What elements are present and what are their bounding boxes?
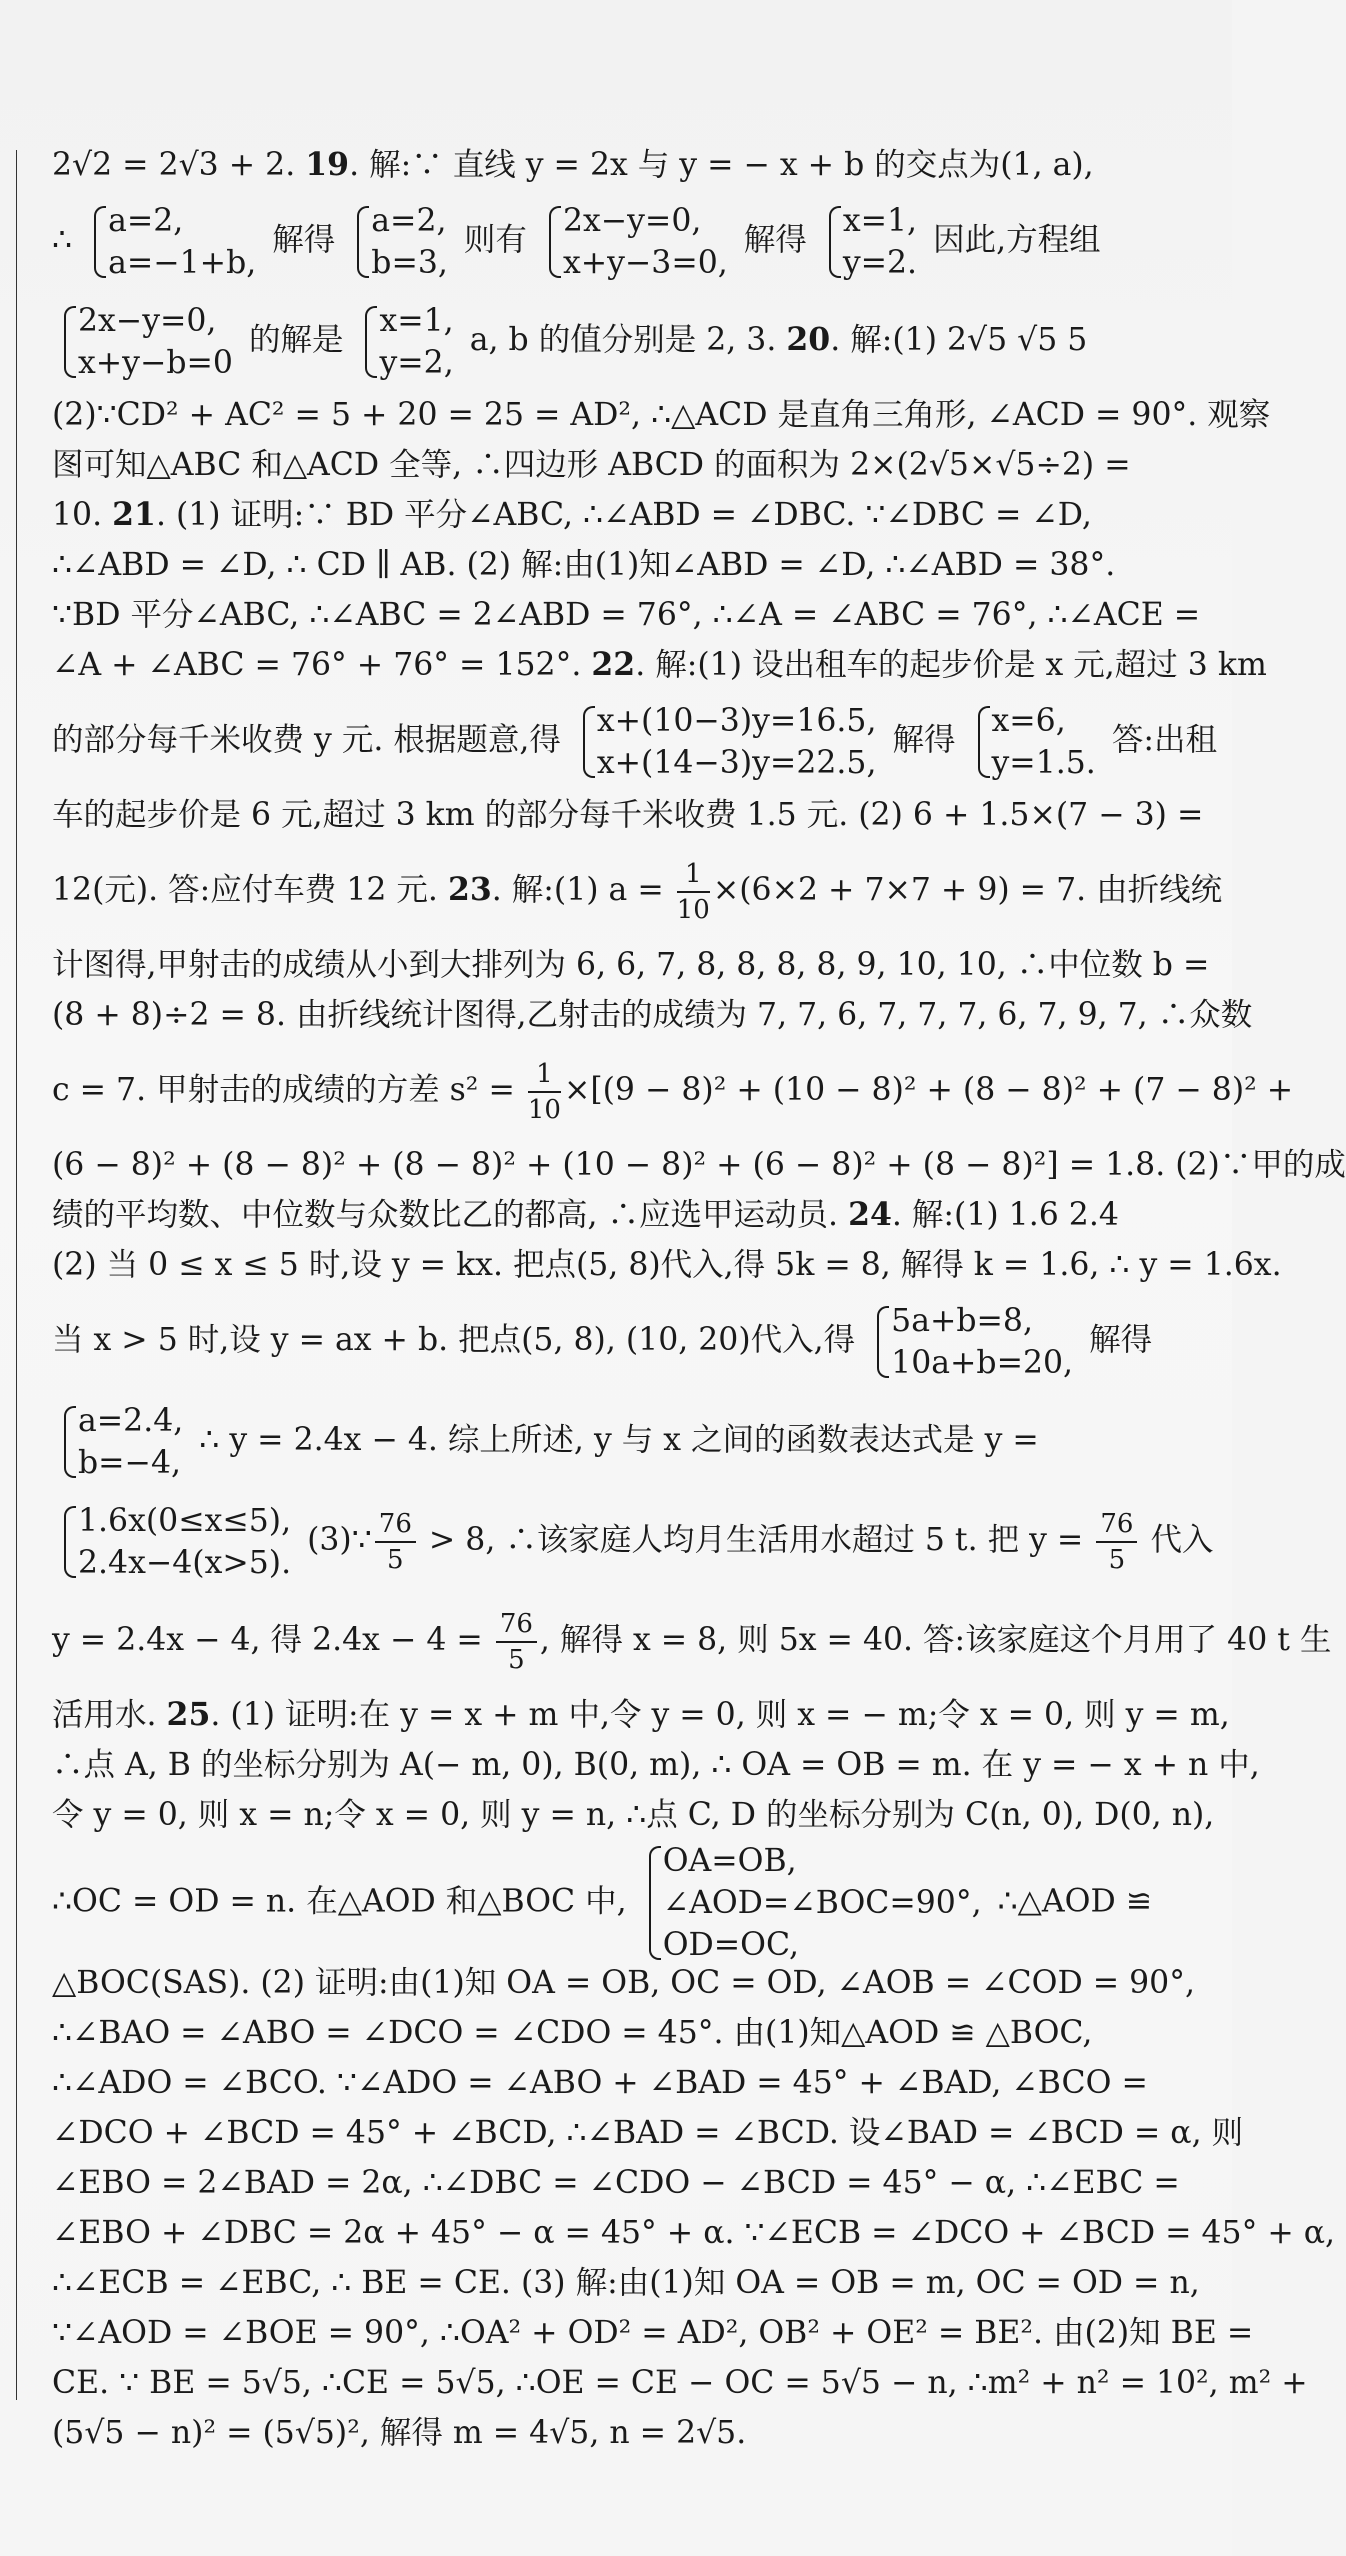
text-line (52, 2308, 1254, 2358)
text-run: a, b 的值分别是 2, 3. (459, 322, 787, 358)
text-run: 解得 (262, 222, 346, 258)
text-line (52, 540, 1182, 590)
text-line (52, 1790, 1215, 1840)
question-number: 19 (305, 146, 350, 183)
text-line (52, 140, 1182, 190)
text-run: 2√2 = 2√3 + 2. (52, 147, 306, 183)
equation-row: y=2, (379, 344, 454, 381)
fraction-numerator: 76 (1096, 1507, 1137, 1543)
text-line (52, 390, 1271, 440)
text-line (52, 1390, 1182, 1490)
equation-row: x=1, (842, 202, 918, 239)
equation-system (359, 300, 453, 384)
text-run: (2) 当 0 ≤ x ≤ 5 时,设 y = kx. 把点(5, 8)代入,得 5k = 8, 解得 k = 1.6, ∴ y = 1.6x. (52, 1247, 1282, 1283)
text-run: 10. (52, 497, 113, 533)
text-run: ∠DCO + ∠BCD = 45° + ∠BCD, ∴∠BAD = ∠BCD. 设∠BAD = ∠BCD = α, 则 (52, 2115, 1244, 2151)
text-run: 解得 (882, 722, 966, 758)
fraction (528, 1057, 561, 1127)
equation-system (577, 700, 877, 784)
question-number: 21 (112, 496, 156, 533)
equation-row: x=1, (379, 302, 454, 339)
equation-row: 5a+b=8, (891, 1302, 1033, 1339)
equation-row: a=2, (108, 202, 184, 239)
text-run: ×(6×2 + 7×7 + 9) = 7. 由折线统 (712, 872, 1223, 908)
equation-row: x+(10−3)y=16.5, (596, 702, 877, 739)
text-line (52, 190, 1182, 290)
text-run: . 解:(1) 设出租车的起步价是 x 元,超过 3 km (635, 647, 1267, 683)
text-line (52, 640, 1267, 690)
question-number: 20 (786, 321, 831, 358)
fraction (1096, 1507, 1137, 1577)
text-run: 解得 (733, 222, 817, 258)
text-run: 令 y = 0, 则 x = n;令 x = 0, 则 y = n, ∴点 C, D 的坐标分别为 C(n, 0), D(0, n), (52, 1797, 1215, 1833)
text-line (52, 2158, 1182, 2208)
equation-row: 2.4x−4(x>5). (78, 1544, 292, 1581)
text-run: . 解:∵ 直线 y = 2x 与 y = − x + b 的交点为(1, a), (349, 147, 1094, 183)
text-line (52, 2358, 1308, 2408)
question-number: 22 (591, 646, 636, 683)
equation-system (58, 300, 233, 384)
equation-row: a=−1+b, (108, 244, 257, 281)
text-run: 因此,方程组 (923, 222, 1101, 258)
text-line (52, 490, 1182, 540)
text-run: 代入 (1140, 1522, 1214, 1558)
text-line (52, 290, 1182, 390)
text-run: 车的起步价是 6 元,超过 3 km 的部分每千米收费 1.5 元. (2) 6 + 1.5×(7 − 3) = (52, 797, 1204, 833)
equation-system (972, 700, 1096, 784)
fraction-denominator: 10 (676, 894, 710, 925)
equation-system (643, 1840, 982, 1966)
text-run: ∴点 A, B 的坐标分别为 A(− m, 0), B(0, m), ∴ OA = OB = m. 在 y = − x + n 中, (52, 1747, 1260, 1783)
text-run: ∴∠BAO = ∠ABO = ∠DCO = ∠CDO = 45°. 由(1)知△AOD ≌ △BOC, (52, 2015, 1093, 2051)
fraction (496, 1607, 537, 1677)
text-run: (3)∵ (297, 1522, 372, 1558)
equation-row: 10a+b=20, (891, 1344, 1074, 1381)
answer-text-block (52, 140, 1346, 2458)
equation-row: 2x−y=0, (78, 302, 217, 339)
equation-row: OD=OC, (662, 1927, 799, 1963)
text-run: ∴ y = 2.4x − 4. 综上所述, y 与 x 之间的函数表达式是 y = (189, 1422, 1039, 1458)
text-line (52, 1490, 1214, 1590)
text-run: 12(元). 答:应付车费 12 元. (52, 872, 448, 908)
text-line (52, 2208, 1336, 2258)
text-run: . 解:(1) 1.6 2.4 (891, 1197, 1119, 1233)
text-line (52, 1040, 1294, 1140)
text-run: ∠A + ∠ABC = 76° + 76° = 152°. (52, 647, 592, 683)
text-run: 计图得,甲射击的成绩从小到大排列为 6, 6, 7, 8, 8, 8, 8, 9, 10, 10, ∴中位数 b = (52, 947, 1210, 983)
text-run: c = 7. 甲射击的成绩的方差 s² = (52, 1072, 525, 1108)
text-run: 则有 (453, 222, 537, 258)
fraction (677, 857, 710, 927)
fraction-denominator: 10 (527, 1094, 561, 1125)
text-line (52, 840, 1223, 940)
text-run: > 8, ∴该家庭人均月生活用水超过 5 t. 把 y = (418, 1522, 1094, 1558)
text-run: (5√5 − n)² = (5√5)², 解得 m = 4√5, n = 2√5. (52, 2415, 747, 2451)
equation-row: a=2.4, (78, 1402, 184, 1439)
equation-system (58, 1500, 291, 1584)
question-number: 23 (447, 871, 492, 908)
text-run: ∵BD 平分∠ABC, ∴∠ABC = 2∠ABD = 76°, ∴∠A = ∠ABC = 76°, ∴∠ACE = (52, 597, 1201, 633)
text-line (52, 440, 1182, 490)
text-run: . (1) 证明:∵ BD 平分∠ABC, ∴∠ABD = ∠DBC. ∵∠DBC = ∠D, (155, 497, 1092, 533)
text-line (52, 1590, 1332, 1690)
equation-row: OA=OB, (662, 1843, 797, 1879)
text-run: CE. ∵ BE = 5√5, ∴CE = 5√5, ∴OE = CE − OC = 5√5 − n, ∴m² + n² = 10², m² + (52, 2365, 1308, 2401)
text-run: 当 x > 5 时,设 y = ax + b. 把点(5, 8), (10, 20)代入,得 (52, 1322, 866, 1358)
equation-system (871, 1300, 1073, 1384)
fraction-numerator: 1 (528, 1057, 561, 1093)
text-run: ∴OC = OD = n. 在△AOD 和△BOC 中, (52, 1883, 637, 1920)
text-line (52, 940, 1210, 990)
question-number: 25 (166, 1696, 211, 1733)
equation-row: 1.6x(0≤x≤5), (78, 1502, 292, 1539)
text-line (52, 2058, 1182, 2108)
equation-system (823, 200, 917, 284)
equation-row: a=2, (371, 202, 447, 239)
text-line (52, 1840, 1182, 1963)
text-run: ∵∠AOD = ∠BOE = 90°, ∴OA² + OD² = AD², OB² + OE² = BE². 由(2)知 BE = (52, 2315, 1254, 2351)
fraction-numerator: 76 (496, 1607, 537, 1643)
text-line (52, 2108, 1244, 2158)
fraction-numerator: 1 (677, 857, 710, 893)
text-run: . 解:(1) 2√5 √5 5 (830, 322, 1088, 358)
equation-system (88, 200, 256, 284)
equation-row: b=−4, (78, 1444, 182, 1481)
text-run: 解得 (1079, 1322, 1153, 1358)
text-line (52, 2008, 1182, 2058)
text-line (52, 690, 1217, 790)
text-line (52, 790, 1204, 840)
text-run: 的解是 (238, 322, 354, 358)
text-run: (8 + 8)÷2 = 8. 由折线统计图得,乙射击的成绩为 7, 7, 6, 7, 7, 7, 6, 7, 9, 7, ∴众数 (52, 997, 1253, 1033)
text-run: (2)∵CD² + AC² = 5 + 20 = 25 = AD², ∴△ACD 是直角三角形, ∠ACD = 90°. 观察 (52, 397, 1271, 433)
text-line (52, 2408, 1182, 2458)
text-run: 答:出租 (1101, 722, 1217, 758)
equation-row: ∠AOD=∠BOC=90°, (662, 1885, 982, 1921)
fraction-denominator: 5 (508, 1644, 525, 1675)
text-run: 的部分每千米收费 y 元. 根据题意,得 (52, 722, 571, 758)
text-run: ∴∠ABD = ∠D, ∴ CD ∥ AB. (2) 解:由(1)知∠ABD = ∠D, ∴∠ABD = 38°. (52, 547, 1116, 583)
fraction-numerator: 76 (375, 1507, 416, 1543)
equation-row: y=1.5. (991, 744, 1096, 781)
equation-row: x+(14−3)y=22.5, (596, 744, 877, 781)
equation-row: x=6, (991, 702, 1066, 739)
fraction-denominator: 5 (387, 1544, 404, 1575)
text-run: ∴△AOD ≌ (987, 1883, 1153, 1920)
text-line (52, 1190, 1182, 1240)
text-run: (6 − 8)² + (8 − 8)² + (8 − 8)² + (10 − 8)² + (6 − 8)² + (8 − 8)²] = 1.8. (2)∵甲的成 (52, 1147, 1346, 1183)
text-line (52, 1290, 1182, 1390)
text-line (52, 590, 1201, 640)
fraction (375, 1507, 416, 1577)
text-run: ∴∠ADO = ∠BCO. ∵∠ADO = ∠ABO + ∠BAD = 45° + ∠BAD, ∠BCO = (52, 2065, 1148, 2101)
text-run: y = 2.4x − 4, 得 2.4x − 4 = (52, 1622, 493, 1658)
text-run: ∠EBO = 2∠BAD = 2α, ∴∠DBC = ∠CDO − ∠BCD = 45° − α, ∴∠EBC = (52, 2165, 1180, 2201)
text-line (52, 1690, 1230, 1740)
fraction-denominator: 5 (1108, 1544, 1126, 1575)
text-run: . (1) 证明:在 y = x + m 中,令 y = 0, 则 x = − m;令 x = 0, 则 y = m, (210, 1697, 1230, 1733)
text-run: ∠EBO + ∠DBC = 2α + 45° − α = 45° + α. ∵∠ECB = ∠DCO + ∠BCD = 45° + α, (52, 2215, 1336, 2251)
equation-row: y=2. (842, 244, 918, 281)
text-line (52, 1240, 1282, 1290)
question-number: 24 (848, 1196, 892, 1233)
text-run: 活用水. (52, 1697, 167, 1733)
equation-system (543, 200, 728, 284)
text-run: ∴∠ECB = ∠EBC, ∴ BE = CE. (3) 解:由(1)知 OA = OB = m, OC = OD = n, (52, 2265, 1200, 2301)
text-run: 图可知△ABC 和△ACD 全等, ∴四边形 ABCD 的面积为 2×(2√5×√5÷2) = (52, 447, 1131, 483)
text-line (52, 1740, 1260, 1790)
text-run: △BOC(SAS). (2) 证明:由(1)知 OA = OB, OC = OD, ∠AOB = ∠COD = 90°, (52, 1965, 1195, 2001)
text-line (52, 990, 1253, 1040)
text-line (52, 2258, 1200, 2308)
equation-system (351, 200, 448, 284)
text-run: 绩的平均数、中位数与众数比乙的都高, ∴应选甲运动员. (52, 1197, 849, 1233)
text-run: . 解:(1) a = (491, 872, 674, 908)
text-line (52, 1958, 1195, 2008)
equation-row: b=3, (371, 244, 448, 281)
margin-rule (16, 150, 17, 2400)
equation-row: x+y−3=0, (562, 244, 728, 281)
text-run: ∴ (52, 222, 83, 258)
text-run: , 解得 x = 8, 则 5x = 40. 答:该家庭这个月用了 40 t 生 (539, 1622, 1332, 1658)
equation-row: x+y−b=0 (78, 344, 233, 381)
text-run: ×[(9 − 8)² + (10 − 8)² + (8 − 8)² + (7 − 8)² + (563, 1072, 1294, 1108)
equation-system (58, 1400, 183, 1484)
equation-row: 2x−y=0, (562, 202, 702, 239)
text-line (52, 1140, 1346, 1190)
